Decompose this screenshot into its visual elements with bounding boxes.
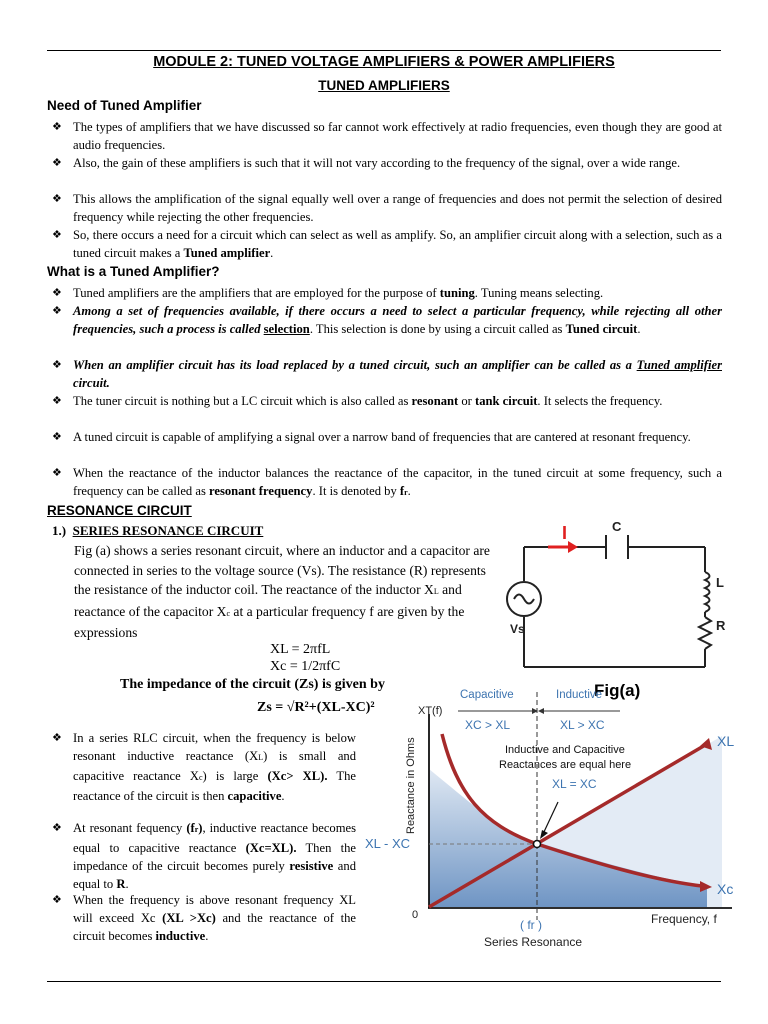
inductive-label: Inductive — [556, 689, 603, 701]
what-bullet-1: ❖ Tuned amplifiers are the amplifiers that are employed for the purpose of tuning. Tuning means selecting. — [52, 286, 604, 300]
eq-impedance: Zs = √R²+(XL-XC)² — [257, 700, 375, 715]
equal-note-2: Reactances are equal here — [499, 759, 632, 771]
bottom-rule — [47, 981, 721, 982]
series-resonant-circuit — [500, 517, 740, 677]
need-bullet-2: ❖ Also, the gain of these amplifiers is such that it will not vary according to the frequency of the signal, over a wide range. — [52, 156, 681, 170]
source-label: Vs — [510, 622, 525, 636]
x-axis-label: Frequency, f — [651, 912, 717, 926]
series-resonance-subheading: 1.) SERIES RESONANCE CIRCUIT — [52, 523, 264, 538]
what-bullet-4: ❖ The tuner circuit is nothing but a LC circuit which is also called as resonant or tank circuit. It selects the frequency. — [52, 394, 663, 408]
eq-xc: Xc = 1/2πfC — [270, 659, 341, 674]
what-bullet-6: ❖ When the reactance of the inductor balances the reactance of the capacitor, in the tuned circuit at some frequency, such a frequency can be called as resonant frequency. It is denoted by fr. — [52, 466, 722, 498]
current-label: I — [562, 523, 568, 543]
module-title: MODULE 2: TUNED VOLTAGE AMPLIFIERS & POWER AMPLIFIERS — [153, 54, 615, 70]
need-bullet-1: ❖ The types of amplifiers that we have discussed so far cannot work effectively at radio frequencies, even though they are good at audio frequencies. — [52, 120, 722, 152]
xl-minus-xc-label: XL - XC — [365, 836, 411, 851]
y-axis-top-label: XT(f) — [418, 705, 443, 717]
what-bullet-3: ❖ When an amplifier circuit has its load replaced by a tuned circuit, such an amplifier can be called as a Tuned amplifier circuit. — [52, 358, 722, 390]
top-rule — [47, 50, 721, 51]
eq-impedance-label: The impedance of the circuit (Zs) is given by — [120, 677, 385, 692]
fr-label: ( fr ) — [520, 918, 542, 932]
need-bullet-4: ❖ So, there occurs a need for a circuit which can select as well as amplify. So, an amplifier circuit along with a selection, such as a tuned circuit makes a Tuned amplifier. — [52, 228, 722, 260]
xl-label: XL — [717, 733, 735, 749]
need-bullet-3: ❖ This allows the amplification of the signal equally well over a range of frequencies and does not permit the selection of desired frequency while rejecting the other frequencies. — [52, 192, 722, 224]
capacitive-label: Capacitive — [460, 689, 514, 701]
equal-note-1: Inductive and Capacitive — [505, 744, 625, 756]
series-resonance-label: Series Resonance — [484, 935, 583, 949]
y-axis-label: Reactance in Ohms — [405, 737, 417, 834]
reactance-graph — [362, 684, 748, 954]
resonance-heading: RESONANCE CIRCUIT — [47, 503, 192, 518]
zero-label: 0 — [412, 909, 419, 921]
note-arrow — [543, 802, 558, 834]
xc-label: Xc — [717, 881, 734, 897]
inductive-cond: XL > XC — [560, 718, 605, 732]
freq-bullet-3: ❖ When the frequency is above resonant frequency XL will exceed Xc (XL >Xc) and the reactance of the circuit becomes inductive. — [52, 893, 356, 943]
freq-bullet-1: ❖ In a series RLC circuit, when the frequency is below resonant inductive reactance (XL) is small and capacitive reactance Xc) is large (Xc> XL). The reactance of the circuit is then capacitive. — [52, 731, 356, 803]
what-bullet-2: ❖ Among a set of frequencies available, if there occurs a need to select a particular frequency, while rejecting all other frequencies, such a process is called selection. This selection is done by using a circuit called as Tuned circuit. — [52, 304, 722, 336]
what-bullet-5: ❖ A tuned circuit is capable of amplifying a signal over a narrow band of frequencies that are cantered at resonant frequency. — [52, 430, 691, 444]
resistor-label: R — [716, 618, 726, 633]
ind-arrowhead — [538, 708, 544, 714]
what-heading: What is a Tuned Amplifier? — [47, 264, 220, 279]
freq-bullet-2: ❖ At resonant fequency (fr), inductive reactance becomes equal to capacitive reactance (Xc=XL). Then the impedance of the circuit becomes purely resistive and equal to R. — [52, 821, 356, 891]
section-title: TUNED AMPLIFIERS — [318, 78, 450, 93]
capacitor-label: C — [612, 519, 622, 534]
equal-cond: XL = XC — [552, 777, 597, 791]
series-resonance-paragraph: Fig (a) shows a series resonant circuit, where an inductor and a capacitor are connected in series to the voltage source (Vs). The resistance (R) represents the resistance of the inductor coil. The reactance of the inductor XL and reactance of the capacitor Xc at a particular frequency f are given by the expressions — [74, 543, 490, 641]
figure-label: Fig(a) — [594, 681, 641, 700]
inductor-label: L — [716, 575, 724, 590]
resonance-point — [534, 841, 541, 848]
capacitive-cond: XC > XL — [465, 718, 511, 732]
need-heading: Need of Tuned Amplifier — [47, 98, 202, 113]
eq-xl: XL = 2πfL — [270, 642, 331, 657]
